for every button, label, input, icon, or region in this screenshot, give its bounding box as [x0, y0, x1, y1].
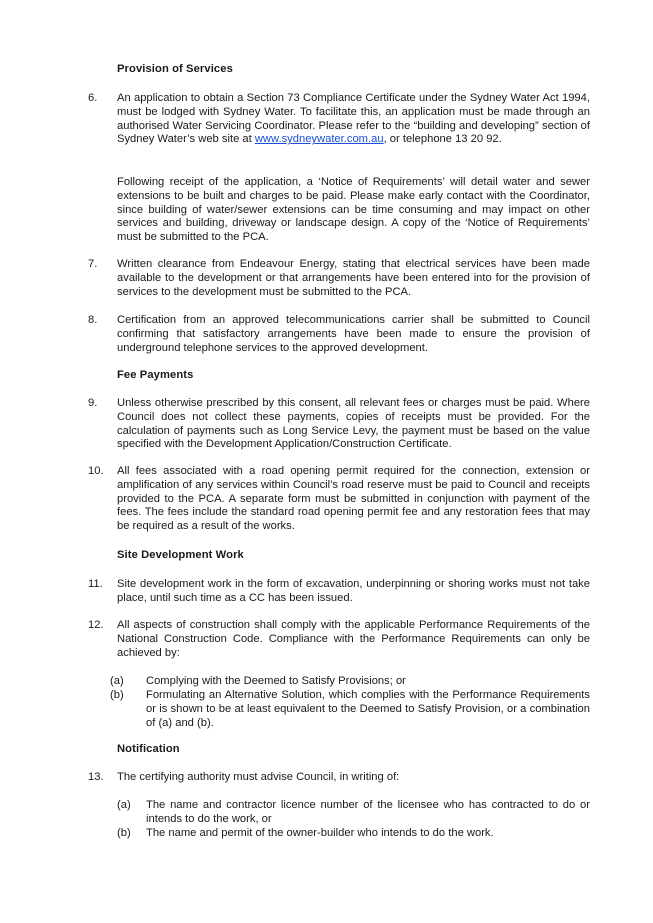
item-9-text: Unless otherwise prescribed by this consent, all relevant fees or charges must be paid. Where Council does not collect these payments, copies of receipts must be provided. For the calculation of payments such as Long Service Levy, the payment must be based on the value specified with the Development Application/Construction Certificate. [117, 397, 590, 451]
item-number-9: 9. [88, 397, 98, 409]
item-number-11: 11. [88, 578, 103, 590]
heading-site-development-work: Site Development Work [117, 549, 244, 561]
item-6-text-b: , or telephone 13 20 92. [383, 133, 502, 146]
item-13-subitem-a: The name and contractor licence number of the licensee who has contracted to do or intends to do the work, or [146, 799, 590, 825]
item-6-paragraph-1 [117, 92, 590, 147]
item-number-6: 6. [88, 92, 98, 104]
item-number-12: 12. [88, 619, 104, 631]
heading-fee-payments: Fee Payments [117, 369, 194, 381]
heading-notification: Notification [117, 743, 180, 755]
item-12-label-b: (b) [110, 689, 124, 701]
item-number-8: 8. [88, 314, 98, 326]
item-13-subitem-b: The name and permit of the owner-builder who intends to do the work. [146, 827, 494, 839]
item-13-label-a: (a) [117, 799, 131, 811]
item-13-text: The certifying authority must advise Council, in writing of: [117, 771, 400, 783]
item-6-text-a: An application to obtain a Section 73 Compliance Certificate under the Sydney Water Act 1994, must be lodged with Sydney Water. To facilitate this, an application must be made through an authorised Water Servicing Coordinator. Please refer to the “building and developing” section of Sydney Water’s web site at [117, 92, 590, 146]
item-number-7: 7. [88, 258, 98, 270]
item-12-subitem-a: Complying with the Deemed to Satisfy Provisions; or [146, 675, 406, 687]
item-13-label-b: (b) [117, 827, 131, 839]
item-number-10: 10. [88, 465, 104, 477]
item-6-paragraph-2: Following receipt of the application, a ‘Notice of Requirements’ will detail water and sewer extensions to be built and charges to be paid. Please make early contact with the Coordinator, since building of water/sewer extensions can be time consuming and may impact on other services and building, driveway or landscape design. A copy of the ‘Notice of Requirements’ must be submitted to the PCA. [117, 176, 590, 244]
item-8-text: Certification from an approved telecommunications carrier shall be submitted to Council confirming that satisfactory arrangements have been made to ensure the provision of underground telephone services to the approved development. [117, 314, 590, 354]
sydney-water-link[interactable]: www.sydneywater.com.au [254, 133, 384, 146]
item-11-text: Site development work in the form of excavation, underpinning or shoring works must not take place, until such time as a CC has been issued. [117, 578, 590, 604]
item-12-subitem-b: Formulating an Alternative Solution, which complies with the Performance Requirements or is shown to be at least equivalent to the Deemed to Satisfy Provision, or a combination of (a) and (b). [146, 689, 590, 729]
heading-provision-of-services: Provision of Services [117, 63, 233, 75]
item-12-text: All aspects of construction shall comply with the applicable Performance Requirements of the National Construction Code. Compliance with the Performance Requirements can only be achieved by: [117, 619, 590, 659]
item-12-label-a: (a) [110, 675, 124, 687]
item-7-text: Written clearance from Endeavour Energy, stating that electrical services have been made available to the development or that arrangements have been entered into for the provision of services to the development must be submitted to the PCA. [117, 258, 590, 298]
item-number-13: 13. [88, 771, 104, 783]
item-10-text: All fees associated with a road opening permit required for the connection, extension or amplification of any services within Council’s road reserve must be paid to Council and receipts provided to the PCA. A separate form must be submitted in conjunction with payment of the fees. The fees include the standard road opening permit fee and any restoration fees that may be required as a result of the works. [117, 465, 590, 533]
